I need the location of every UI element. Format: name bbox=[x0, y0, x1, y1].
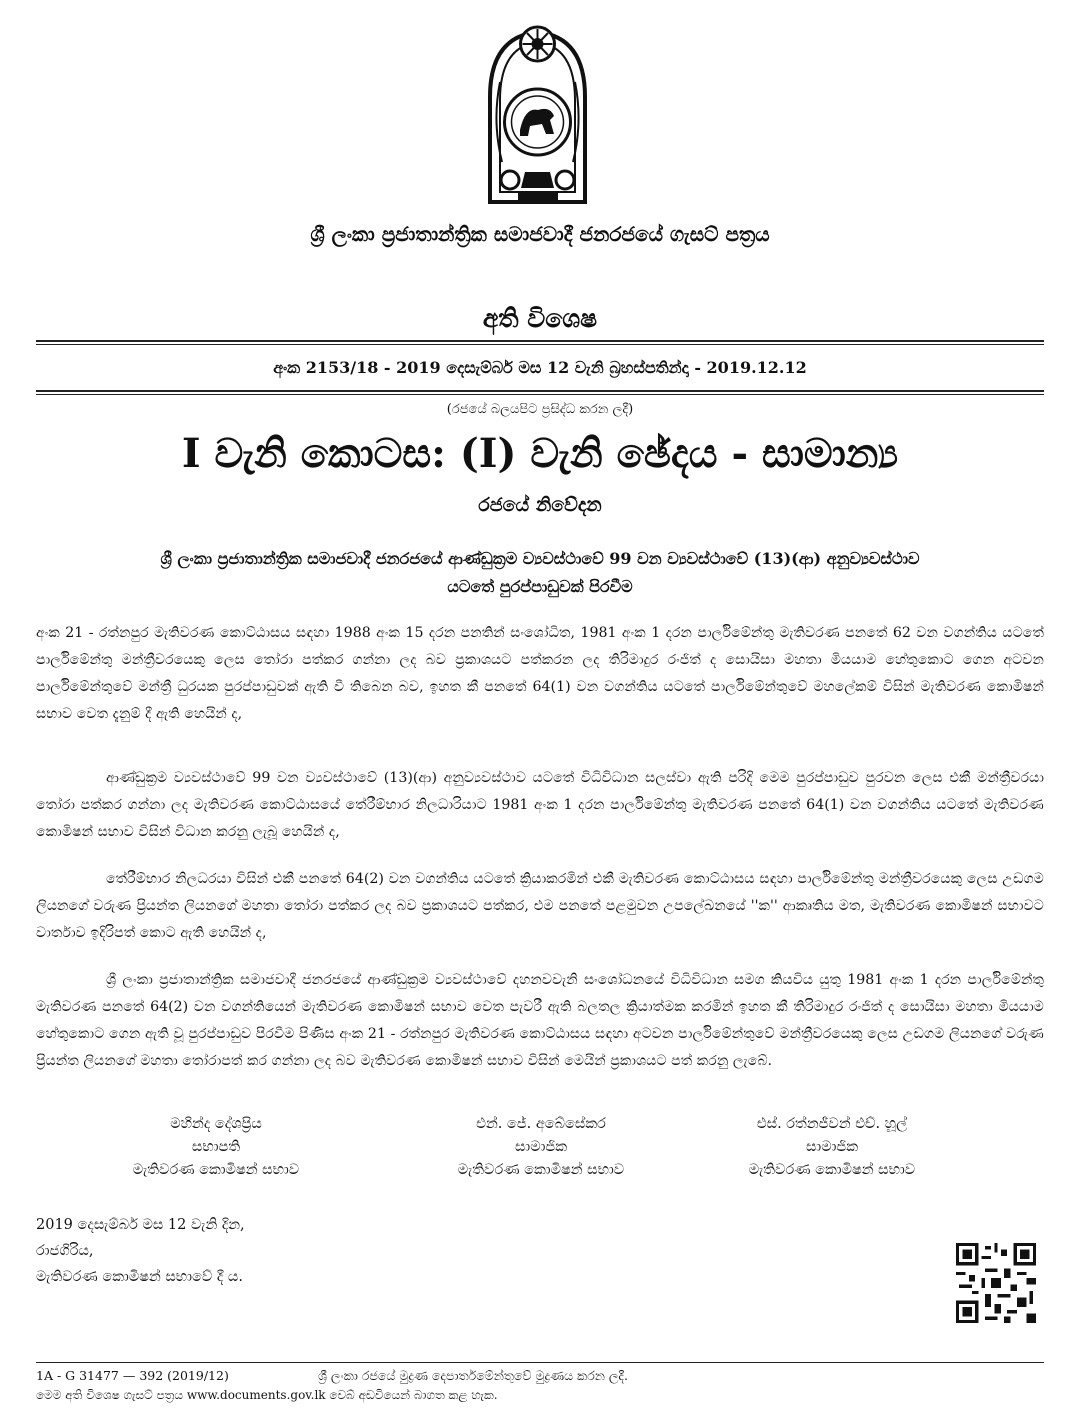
signatory bbox=[391, 1113, 691, 1182]
signatory-body: මැතිවරණ කොමිෂන් සභාව bbox=[457, 1162, 625, 1178]
notice-heading bbox=[70, 545, 1010, 601]
footer-printer: ශ්‍රී ලංකා රජයේ මුද්‍රණ දෙපාර්තමේන්තුවේ මුද්‍රණය කරන ලදී. bbox=[318, 1368, 628, 1383]
issue-office: මැතිවරණ කොමිෂන් සභාවේ දී ය. bbox=[36, 1269, 243, 1285]
sri-lanka-emblem bbox=[470, 12, 605, 212]
signatory-role: සභාපති bbox=[191, 1139, 241, 1155]
qr-code-icon bbox=[956, 1243, 1036, 1323]
department-heading: රජයේ නිවේදන bbox=[478, 494, 602, 516]
footer-code: 1A - G 31477 — 392 (2019/12) bbox=[36, 1368, 229, 1383]
issue-date: 2019 දෙසැම්බර් මස 12 වැනි දින, bbox=[36, 1217, 245, 1233]
signatory-role: සාමාජික bbox=[515, 1139, 567, 1155]
signatory-name: එන්. ජේ. අබේසේකර bbox=[476, 1116, 606, 1132]
divider bbox=[36, 340, 1044, 342]
gazette-title: ශ්‍රී ලංකා ප්‍රජාතාන්ත්‍රික සමාජවාදී ජනරජයේ ගැසට් පත්‍රය bbox=[310, 222, 770, 246]
part-heading: I වැනි කොටස: (I) වැනි ඡේදය - සාමාන්‍ය bbox=[181, 430, 899, 477]
divider bbox=[36, 344, 1044, 345]
signatory-body: මැතිවරණ කොමිෂන් සභාව bbox=[748, 1162, 916, 1178]
paragraph: අංක 21 - රත්නපුර මැතිවරණ කොට්ඨාසය සඳහා 1988 අංක 15 දරන පනතින් සංශෝධිත, 1981 අංක 1 දරන පාර්ලිමේන්තු මැතිවරණ පනතේ 62 වන වගන්තිය යටතේ පාර්ලිමේන්තු මන්ත්‍රීවරයෙකු ලෙස තෝරා පත්කර ගන්නා ලද බව ප්‍රකාශයට පත්කරන ලද තිරිමාදුර රංජිත් ද සොයිසා මහතා මියයාම හේතුකොට ගෙන අටවන පාර්ලිමේන්තුවේ මන්ත්‍රී ධුරයක පුරප්පාඩුවක් ඇති වී තිබෙන බව, ඉහත කී පනතේ 64(1) වන වගන්තිය යටතේ පාර්ලිමේන්තුවේ මහලේකම් විසින් මැතිවරණ කොමිෂන් සභාව වෙත දැනුම් දී ඇති හෙයින් ද, bbox=[36, 625, 1044, 722]
notice-heading-line: ශ්‍රී ලංකා ප්‍රජාතාන්ත්‍රික සමාජවාදී ජනරජයේ ආණ්ඩුක්‍රම ව්‍යවස්ථාවේ 99 වන ව්‍යවස්ථාවේ (13)(ආ) අනුව්‍යවස්ථාව bbox=[160, 549, 920, 568]
paragraph: ශ්‍රී ලංකා ප්‍රජාතාන්ත්‍රික සමාජවාදී ජනරජයේ ආණ්ඩුක්‍රම ව්‍යවස්ථාවේ දහනවවැනි සංශෝධනයේ විධිවිධාන සමග කියවිය යුතු 1981 අංක 1 දරන පාර්ලිමේන්තු මැතිවරණ පනතේ 64(2) වන වගන්තියෙන් මැතිවරණ කොමිෂන් සභාව වෙත පැවරී ඇති බලතල ක්‍රියාත්මක කරමින් ඉහත කී තිරිමාදුර රංජිත් ද සොයිසා මහතා මියයාම හේතුකොට ගෙන ඇති වූ පුරප්පාඩුව පිරවීම පිණිස අංක 21 - රත්නපුර මැතිවරණ කොට්ඨාසය සඳහා අටවන පාර්ලිමේන්තුවේ මන්ත්‍රීවරයෙකු ලෙස උඩගම ලියනගේ වරුණ ප්‍රියන්ත ලියනගේ මහතා තෝරාපත් කර ගන්නා ලද බව මැතිවරණ කොමිෂන් සභාව විසින් මෙයින් ප්‍රකාශයට පත් කරනු ලැබේ. bbox=[36, 972, 1044, 1069]
paragraph: තේරීම්භාර නිලධරයා විසින් එකී පනතේ 64(2) වන වගන්තිය යටතේ ක්‍රියාකරමින් එකී මැතිවරණ කොට්ඨාසය සඳහා පාර්ලිමේන්තු මන්ත්‍රීවරයෙකු ලෙස උඩගම ලියනගේ වරුණ ප්‍රියන්ත ලියනගේ මහතා තෝරා පත්කර ලද බව ප්‍රකාශයට පත්කර, එම පනතේ පළමුවන උපලේඛනයේ ''ක'' ආකෘතිය මත, මැතිවරණ කොමිෂන් සභාවට වාර්තාව ඉදිරිපත් කොට ඇති හෙයින් ද, bbox=[36, 871, 1044, 941]
issue-city: රාජගිරිය, bbox=[36, 1243, 94, 1259]
signatory-role: සාමාජික bbox=[806, 1139, 858, 1155]
notice-heading-line: යටතේ පුරප්පාඩුවක් පිරවීම bbox=[447, 577, 633, 596]
signatory-name: මහින්ද දේශප්‍රිය bbox=[170, 1116, 262, 1132]
footer-website-note: මෙම අති විශෙෂ ගැසට් පත්‍රය www.documents.gov.lk වෙබ් අඩවියෙන් බාගත කළ හැක. bbox=[36, 1388, 498, 1402]
gazette-subtitle: අති විශෙෂ bbox=[482, 304, 598, 333]
footer-divider bbox=[36, 1362, 1044, 1363]
divider bbox=[36, 394, 1044, 395]
divider bbox=[36, 390, 1044, 392]
signatory-body: මැතිවරණ කොමිෂන් සභාව bbox=[132, 1162, 300, 1178]
signatory bbox=[682, 1113, 982, 1182]
place-date-block bbox=[36, 1212, 245, 1290]
published-by: (රජයේ බලයපිට ප්‍රසිද්ධ කරන ලදී) bbox=[446, 402, 634, 417]
signatory bbox=[66, 1113, 366, 1182]
issue-line: අංක 2153/18 - 2019 දෙසැම්බර් මස 12 වැනි බ්‍රහස්පතින්දා - 2019.12.12 bbox=[273, 358, 807, 377]
signatory-name: එස්. රත්නජීවන් එච්. හූල් bbox=[756, 1116, 908, 1132]
paragraph: ආණ්ඩුක්‍රම ව්‍යවස්ථාවේ 99 වන ව්‍යවස්ථාවේ (13)(ආ) අනුව්‍යවස්ථාව යටතේ විධිවිධාන සලස්වා ඇති පරිදි මෙම පුරප්පාඩුව පුරවන ලෙස එකී මන්ත්‍රීවරයා තෝරා පත්කර ගන්නා ලද මැතිවරණ කොට්ඨාසයේ තේරීම්භාර නිලධාරියාට 1981 අංක 1 දරන පාර්ලිමේන්තු මැතිවරණ පනතේ 64(1) වන වගන්තිය යටතේ මැතිවරණ කොමිෂන් සභාව විසින් විධාන කරනු ලැබූ හෙයින් ද, bbox=[36, 770, 1044, 840]
